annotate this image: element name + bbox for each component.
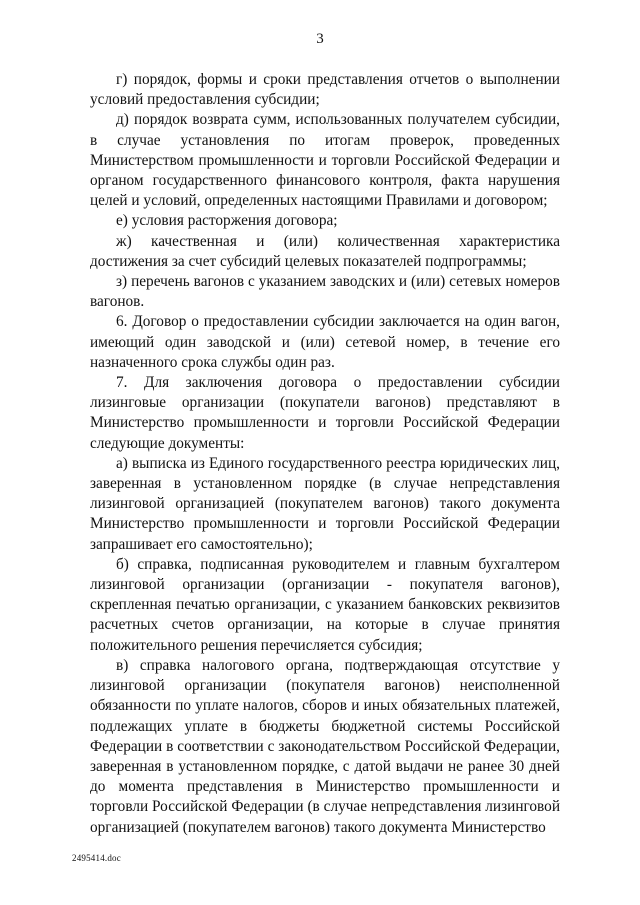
paragraph-b: б) справка, подписанная руководителем и главным бухгалтером лизинговой организации (организации - покупателя вагонов), скрепленная печатью организации, с указанием банковских реквизитов расчетных счетов организации, на которые в случае принятия положительного решения перечисляется субсидия; [90, 555, 560, 654]
paragraph-g: г) порядок, формы и сроки представления отчетов о выполнении условий предоставления субсидии; [90, 71, 560, 109]
paragraph-z: з) перечень вагонов с указанием заводских и (или) сетевых номеров вагонов. [90, 273, 560, 311]
paragraph-d: д) порядок возврата сумм, использованных получателем субсидии, в случае установления по итогам проверок, проведенных Министерством промышленности и торговли Российской Федерации и органом государственного финансового контроля, факта нарушения целей и условий, определенных настоящими Правилами и договором; [90, 111, 560, 210]
paragraph-item-6: 6. Договор о предоставлении субсидии заключается на один вагон, имеющий один заводской и (или) сетевой номер, в течение его назначенного срока службы один раз. [90, 313, 560, 371]
paragraph-zh: ж) качественная и (или) количественная характеристика достижения за счет субсидий целевых показателей подпрограммы; [90, 232, 560, 270]
footer-filename: 2495414.doc [72, 853, 121, 863]
page-number: 3 [316, 31, 324, 47]
paragraph-item-7: 7. Для заключения договора о предоставлении субсидии лизинговые организации (покупатели вагонов) представляют в Министерство промышленности и торговли Российской Федерации следующие документы: [90, 374, 560, 452]
document-body [90, 70, 560, 838]
paragraph-a: а) выписка из Единого государственного реестра юридических лиц, заверенная в установленном порядке (в случае непредставления лизинговой организацией (покупателем вагонов) такого документа Министерство промышленности и торговли Российской Федерации запрашивает его самостоятельно); [90, 454, 560, 553]
paragraph-e: е) условия расторжения договора; [116, 212, 338, 230]
paragraph-v: в) справка налогового органа, подтверждающая отсутствие у лизинговой организации (покупателя вагонов) неисполненной обязанности по уплате налогов, сборов и иных обязательных платежей, подлежащих уплате в бюджеты бюджетной системы Российской Федерации в соответствии с законодательством Российской Федерации, заверенная в установленном порядке, с датой выдачи не ранее 30 дней до момента представления в Министерство промышленности и торговли Российской Федерации (в случае непредставления лизинговой организацией (покупателем вагонов) такого документа Министерство [90, 656, 560, 836]
